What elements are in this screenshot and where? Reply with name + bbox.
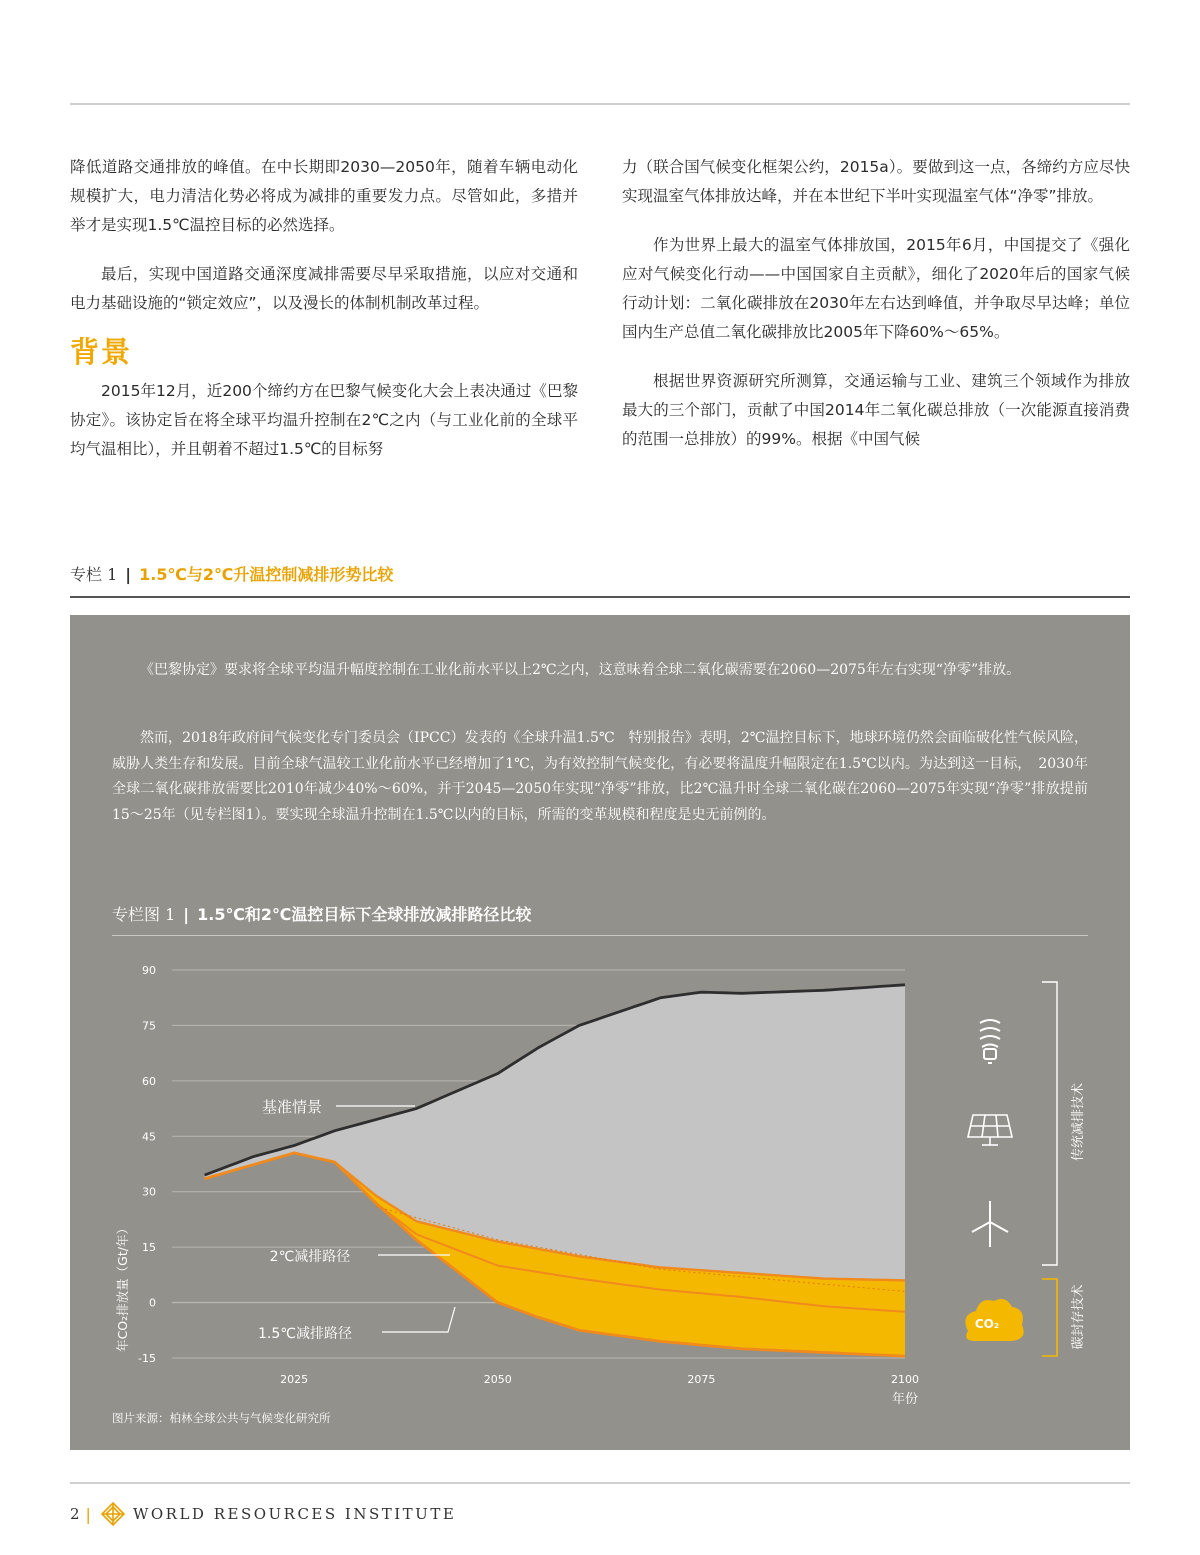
- bottom-rule: [70, 1482, 1130, 1484]
- label-1-5c-path: 1.5℃减排路径: [258, 1326, 352, 1342]
- left-paragraph-3: 2015年12月，近200个缔约方在巴黎气候变化大会上表决通过《巴黎协定》。该协定旨在将全球平均温升控制在2℃之内（与工业化前的全球平均气温相比），并且朝着不超过1.5℃的目标努: [70, 382, 578, 458]
- label-baseline: 基准情景: [261, 1098, 323, 1116]
- leader-1-5c: [382, 1307, 455, 1332]
- lightbulb-icon: [980, 1020, 1000, 1063]
- label-2c-path: 2℃减排路径: [269, 1249, 351, 1265]
- footer-separator: |: [85, 1504, 91, 1524]
- box-title-text: 1.5℃与2℃升温控制减排形势比较: [139, 565, 394, 584]
- figure-separator: |: [183, 905, 190, 924]
- right-paragraph-1: 力（联合国气候变化框架公约，2015a）。要做到这一点，各缔约方应尽快实现温室气体排放达峰，并在本世纪下半叶实现温室气体“净零”排放。: [622, 158, 1130, 205]
- baseline-area: [205, 985, 905, 1281]
- box-paragraph-2: 然而，2018年政府间气候变化专门委员会（IPCC）发表的《全球升温1.5℃ 特别报告》表明，2℃温控目标下，地球环境仍然会面临破化性气候风险，威胁人类生存和发展。目前全球气温较工业化前水平已经增加了1℃，为有效控制气候变化，有必要将温度升幅限定在1.5℃以内。为达到这一目标， 2030年全球二氧化碳排放需要比2010年减少40%～60%，并于2045—2050年实现“净零”排放，比2℃温升时全球二氧化碳在2060—2075年实现“净零”排放提前15～25年（见专栏图1）。要实现全球温升控制在1.5℃以内的目标，所需的变革规模和程度是史无前例的。: [112, 730, 1088, 823]
- y-tick-label: 60: [142, 1074, 156, 1088]
- y-tick-label: 75: [142, 1019, 156, 1033]
- label-traditional-tech: 传统减排技术: [1071, 1082, 1086, 1162]
- box-rule: [70, 596, 1130, 598]
- left-paragraph-2: 最后，实现中国道路交通深度减排需要尽早采取措施，以应对交通和电力基础设施的“锁定效应”，以及漫长的体制机制改革过程。: [70, 265, 578, 312]
- y-tick-label: 0: [149, 1296, 156, 1310]
- solar-panel-icon: [968, 1115, 1012, 1145]
- x-axis-label: 年份: [891, 1392, 919, 1407]
- box-panel: [70, 615, 1130, 1450]
- x-tick-label: 2100: [891, 1373, 919, 1386]
- box-label: 专栏 1: [70, 565, 118, 584]
- x-tick-label: 2075: [687, 1373, 716, 1386]
- y-tick-label: 30: [142, 1185, 156, 1199]
- chart-areas: [205, 985, 905, 1356]
- figure-source: 图片来源：柏林全球公共与气候变化研究所: [112, 1411, 331, 1425]
- bracket-ccs: [1042, 1279, 1057, 1356]
- x-tick-label: 2050: [483, 1373, 512, 1386]
- organization-name: WORLD RESOURCES INSTITUTE: [132, 1505, 457, 1523]
- box-title: [70, 562, 393, 585]
- y-tick-label: 15: [142, 1241, 156, 1255]
- label-ccs-tech: 碳封存技术: [1071, 1284, 1086, 1350]
- y-tick-label: -15: [138, 1352, 156, 1365]
- figure-title-text: 1.5℃和2℃温控目标下全球排放减排路径比较: [197, 905, 532, 924]
- top-rule: [70, 103, 1130, 105]
- co2-badge-icon: [965, 1299, 1023, 1341]
- co2-label: CO₂: [974, 1317, 1000, 1331]
- annotation-1-5c: [258, 1307, 455, 1342]
- box-paragraph-1: 《巴黎协定》要求将全球平均温升幅度控制在工业化前水平以上2℃之内，这意味着全球二氧化碳需要在2060—2075年左右实现“净零”排放。: [140, 662, 1021, 678]
- wind-turbine-icon: [972, 1201, 1008, 1247]
- x-tick-label: 2025: [280, 1373, 309, 1386]
- right-paragraph-3: 根据世界资源研究所测算，交通运输与工业、建筑三个领域作为排放最大的三个部门，贡献了中国2014年二氧化碳总排放（一次能源直接消费的范围一总排放）的99%。根据《中国气候: [622, 372, 1130, 448]
- annotation-baseline: [262, 1098, 415, 1116]
- section-heading: 背景: [70, 335, 133, 369]
- page-number: 2: [70, 1505, 80, 1523]
- right-column: [622, 153, 1130, 474]
- left-column: [70, 153, 578, 484]
- y-tick-label: 90: [142, 964, 156, 977]
- figure-label: 专栏图 1: [112, 905, 176, 924]
- right-paragraph-2: 作为世界上最大的温室气体排放国，2015年6月，中国提交了《强化应对气候变化行动——中国国家自主贡献》，细化了2020年后的国家气候行动计划：二氧化碳排放在2030年左右达到峰值，并争取尽早达峰；单位国内生产总值二氧化碳排放比2005年下降60%～65%。: [622, 236, 1130, 341]
- bracket-traditional: [1042, 982, 1057, 1265]
- footer: [70, 1502, 456, 1526]
- y-axis-label: 年CO₂排放量（Gt/年）: [115, 1222, 130, 1352]
- box-separator: |: [125, 565, 132, 584]
- emission-chart: [70, 615, 1130, 1450]
- left-paragraph-1: 降低道路交通排放的峰值。在中长期即2030—2050年，随着车辆电动化规模扩大，电力清洁化势必将成为减排的重要发力点。尽管如此，多措并举才是实现1.5℃温控目标的必然选择。: [70, 158, 578, 234]
- wri-logo-icon: [101, 1502, 125, 1526]
- annotation-2c: [270, 1248, 450, 1265]
- y-tick-label: 45: [142, 1130, 156, 1144]
